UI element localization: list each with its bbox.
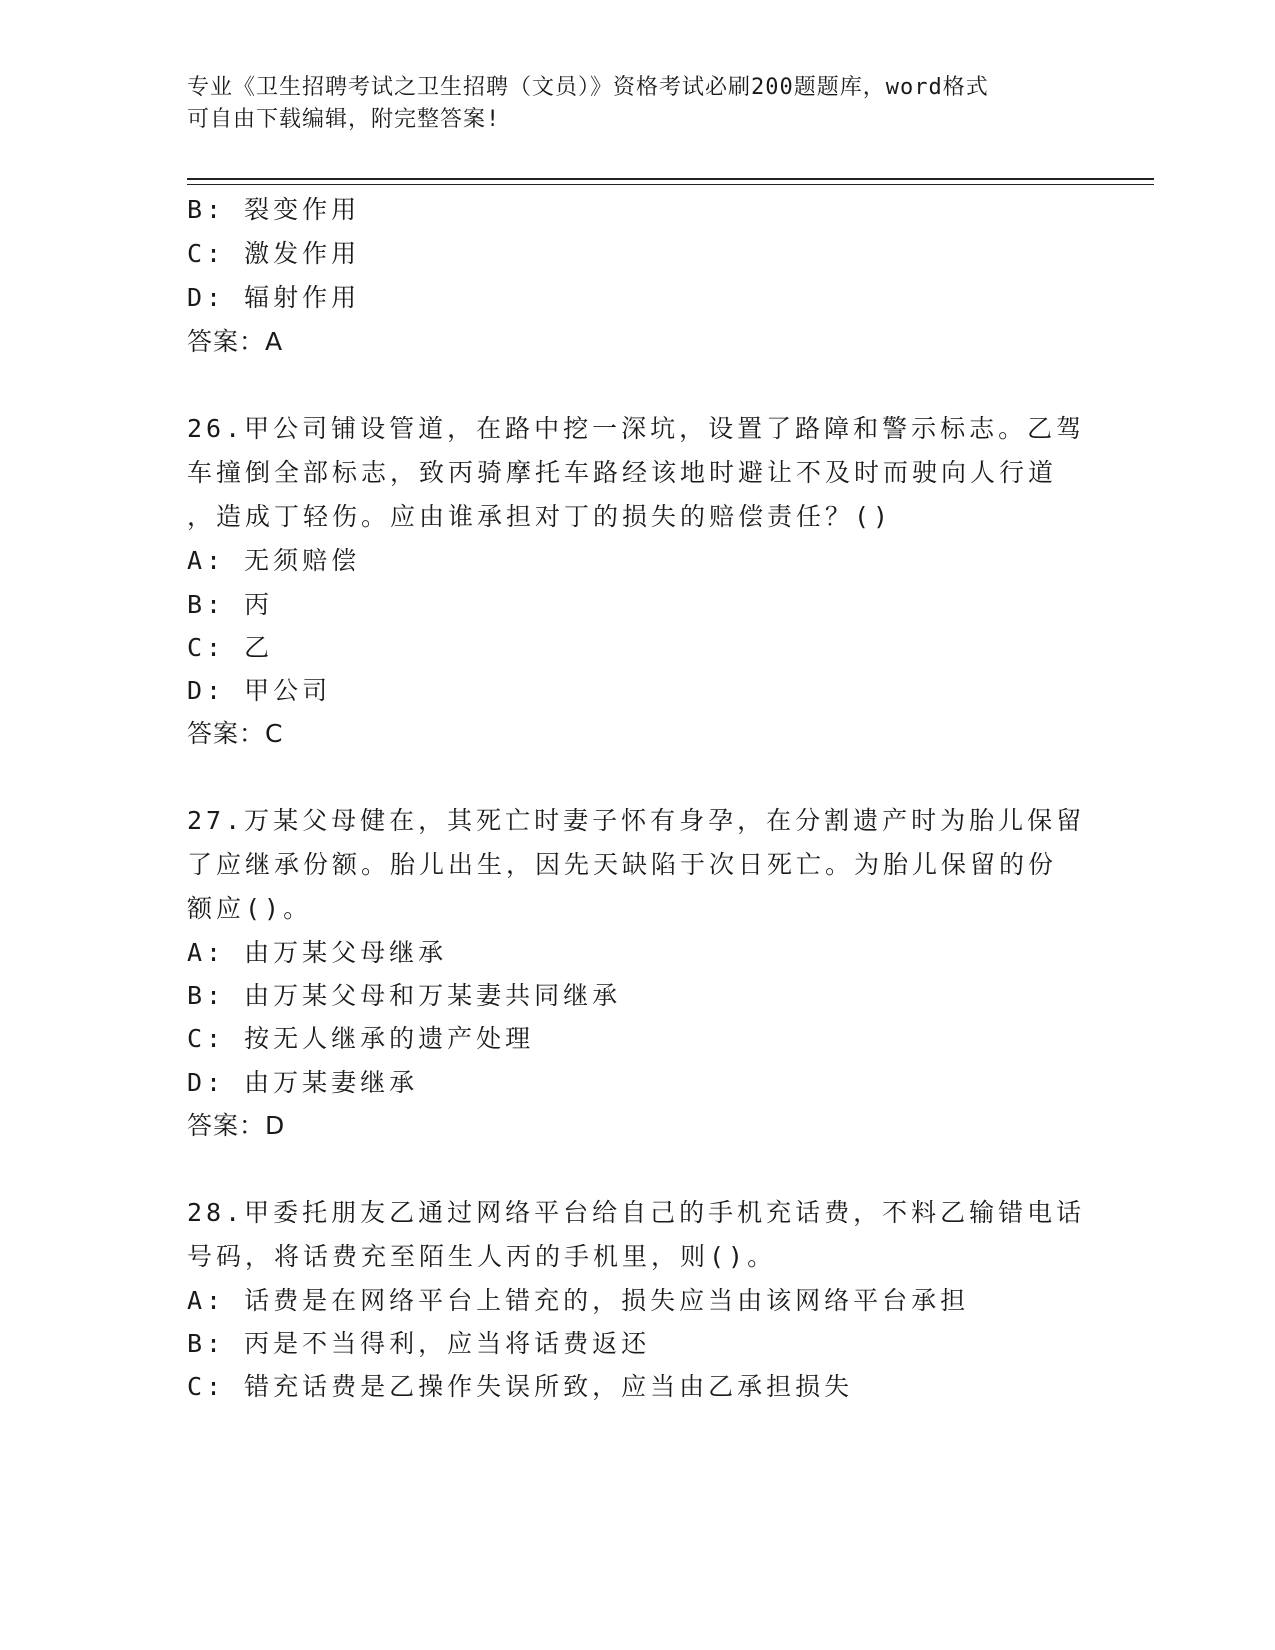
q26-option-d: D: 甲公司 (187, 676, 332, 705)
header-line-2: 可自由下载编辑，附完整答案! (187, 107, 501, 132)
header-rule-thin (187, 184, 1154, 185)
q25-answer: 答案：A (187, 327, 284, 356)
q28-option-b: B: 丙是不当得利，应当将话费返还 (187, 1329, 651, 1358)
q27-option-a: A: 由万某父母继承 (187, 938, 448, 967)
q26-option-c: C: 乙 (187, 633, 274, 662)
q26-stem-line-2: 车撞倒全部标志，致丙骑摩托车路经该地时避让不及时而驶向人行道 (187, 458, 1058, 487)
header-rule-thick (187, 178, 1154, 180)
q27-option-b: B: 由万某父母和万某妻共同继承 (187, 981, 622, 1010)
q27-answer: 答案：D (187, 1111, 286, 1140)
q27-stem-line-3: 额应()。 (187, 894, 313, 923)
q28-option-c: C: 错充话费是乙操作失误所致，应当由乙承担损失 (187, 1372, 854, 1401)
q27-stem-line-1: 27.万某父母健在，其死亡时妻子怀有身孕，在分割遗产时为胎儿保留 (187, 806, 1086, 835)
q27-option-d: D: 由万某妻继承 (187, 1068, 419, 1097)
document-header (187, 72, 1067, 136)
q28-stem-line-2: 号码，将话费充至陌生人丙的手机里，则()。 (187, 1242, 777, 1271)
q25-option-b: B: 裂变作用 (187, 195, 361, 224)
q26-stem-line-3: ，造成丁轻伤。应由谁承担对丁的损失的赔偿责任？() (187, 502, 893, 531)
q26-option-b: B: 丙 (187, 590, 274, 619)
q25-option-d: D: 辐射作用 (187, 283, 361, 312)
q26-answer: 答案：C (187, 719, 284, 748)
q27-stem-line-2: 了应继承份额。胎儿出生，因先天缺陷于次日死亡。为胎儿保留的份 (187, 850, 1058, 879)
q28-option-a: A: 话费是在网络平台上错充的，损失应当由该网络平台承担 (187, 1286, 970, 1315)
header-line-1: 专业《卫生招聘考试之卫生招聘（文员）》资格考试必刷200题题库，word格式 (187, 75, 989, 100)
q25-option-c: C: 激发作用 (187, 239, 361, 268)
q26-option-a: A: 无须赔偿 (187, 546, 361, 575)
q26-stem-line-1: 26.甲公司铺设管道，在路中挖一深坑，设置了路障和警示标志。乙驾 (187, 414, 1086, 443)
q28-stem-line-1: 28.甲委托朋友乙通过网络平台给自己的手机充话费，不料乙输错电话 (187, 1198, 1086, 1227)
q27-option-c: C: 按无人继承的遗产处理 (187, 1024, 535, 1053)
